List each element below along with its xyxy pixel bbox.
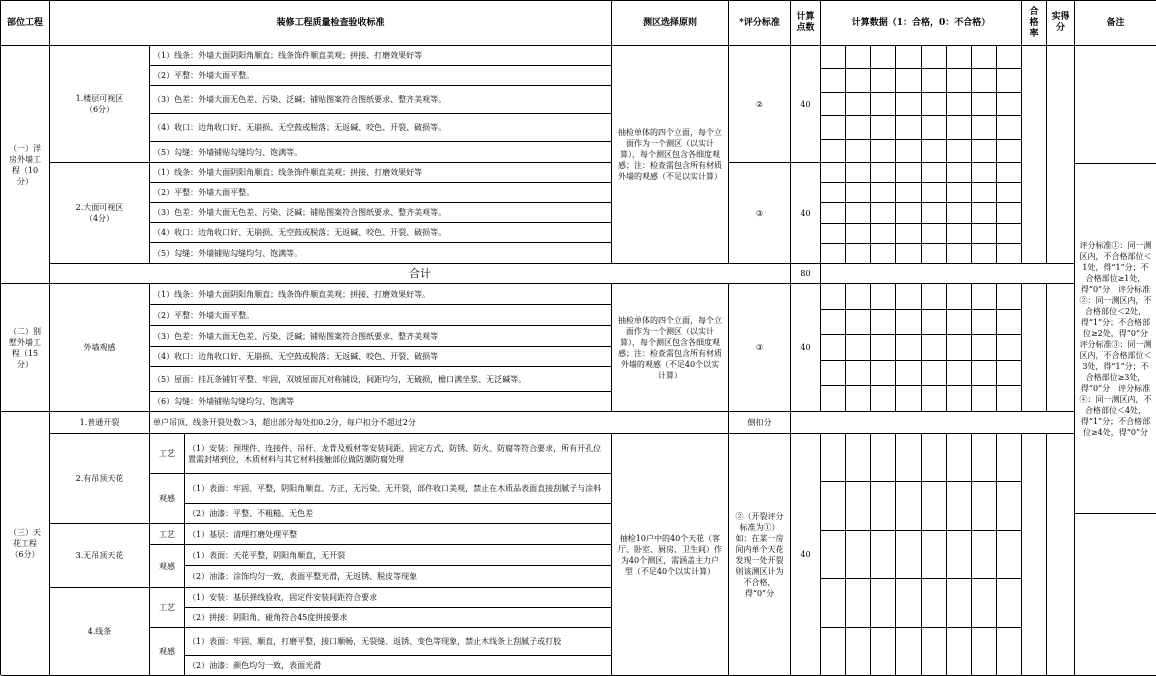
grid-vline [946,163,947,264]
grid-vline [845,46,846,163]
grid-vline [921,46,922,163]
grid-hline [821,578,1022,579]
header-score-std: *评分标准 [729,1,791,46]
s1-g1-score: ② [729,46,791,163]
grid-vline [895,46,896,163]
grid-vline [971,434,972,676]
grid-vline [895,284,896,412]
remark-text: 评分标准①：同一测区内，不合格部位＜1处，得“1”分；不合格部位≥1处，得“0”分 评分标准②：同一测区内，不合格部位＜2处，得“1”分；不合格部位≥2处，得“0”分 评分标准③：同一测区内，不合格部位＜3处，得“1”分；不合格部位≥3处，得“0”分 评分标准④：同一测区内，不合格部位＜4处，得“1”分；不合格部位≥4处，得“0”分 [1075,164,1156,514]
s1-g1-name: 1.楼层可视区（6分） [50,46,150,163]
s2-name: 外墙观感 [50,284,150,412]
grid-vline [870,163,871,264]
grid-hline [821,309,1022,310]
s3-g2-craft: 工艺 [150,434,185,474]
header-calc-data: 计算数据（1：合格，0：不合格） [821,1,1022,46]
grid-vline [1021,434,1022,676]
s3-crack-score: 倒扣分 [729,412,791,434]
grid-vline [921,284,922,412]
grid-vline [996,46,997,163]
s1-g2-item: （5）勾缝：外墙铺贴勾缝均匀、饱满等。 [150,243,612,264]
calc-grid-s3 [821,434,1022,676]
remark-top-blank [1075,46,1156,164]
s1-actual [1047,46,1075,264]
s3-score: ②（开裂评分标准为①）如：在某一房间内单个天花发现一处开裂则该测区计为不合格，得“0”分 [729,434,791,676]
s3-crack-blank [791,412,1075,434]
s2-item: （2）平整：外墙大面平整。 [150,305,612,326]
grid-hline [821,360,1022,361]
header-actual: 实得分 [1047,1,1075,46]
grid-hline [821,411,1022,412]
grid-vline [971,163,972,264]
s1-g1-item: （5）勾缝：外墙铺贴勾缝均匀、饱满等。 [150,142,612,163]
s3-crack-name: 1.普通开裂 [50,412,150,434]
s1-g1-item: （2）平整：外墙大面平整。 [150,66,612,86]
s3-g2-name: 2.有吊顶天花 [50,434,150,524]
calc-grid-s1-g2 [821,163,1022,264]
s2-item: （5）屋面：挂瓦条铺钉平整、牢固，双坡屋面瓦对称铺设，间距均匀，无破损，檐口满坐浆、无泛碱等。 [150,367,612,392]
s3-g3-look-item: （2）油漆：涂饰均匀一致，表面平整光滑，无返锈、脱皮等现象 [185,566,612,588]
grid-vline [946,434,947,676]
grid-vline [971,46,972,163]
grid-vline [895,163,896,264]
header-pass-rate: 合格率 [1022,1,1047,46]
s3-crack-text: 单户吊顶、线条开裂处数＞3，超出部分每处扣0.2分，每户扣分不超过2分 [150,412,729,434]
s3-g2-look: 观感 [150,474,185,524]
s2-actual [1047,284,1075,412]
calc-grid-s1-g1 [821,46,1022,163]
s1-g2-item: （4）收口：边角收口好、无崩损、无空鼓或脱落；无返碱、咬色、开裂、破损等。 [150,223,612,243]
s2-item: （4）收口：边角收口好、无崩损、无空鼓或脱落；无返碱、咬色、开裂、破损等 [150,347,612,367]
s1-g1-points: 40 [791,46,821,163]
s3-g2-look-item: （2）油漆：平整、不粗糙、无色差 [185,504,612,524]
s1-principle: 抽检单体的四个立面，每个立面作为一个测区（以实计算），每个测区包含各细度观感；注：检查需包含所有材质外墙的观感（不足以实计算） [612,46,729,264]
grid-vline [1021,284,1022,412]
grid-vline [870,284,871,412]
grid-hline [821,68,1022,69]
grid-vline [946,284,947,412]
s2-part: （二）别墅外墙工程（15分） [1,284,50,412]
grid-vline [996,434,997,676]
grid-hline [821,530,1022,531]
s3-g4-look-item: （1）表面：牢固、顺直，打磨平整，接口顺畅，无裂缝、返锈、变色等现象，禁止木线条上刮腻子或打胶 [185,628,612,656]
s1-g2-item: （2）平整：外墙大面平整。 [150,183,612,203]
s3-principle: 抽检10户中的40个天花（客厅、卧室、厨房、卫生间）作为40个测区，需涵盖主力户型（不足40个以实计算） [612,434,729,676]
grid-hline [821,385,1022,386]
grid-vline [870,434,871,676]
grid-hline [821,481,1022,482]
s2-item: （3）色差：外墙大面无色差、污染、泛碱；铺贴图案符合图纸要求、整齐美观等 [150,326,612,347]
s1-total-blank [821,264,1075,284]
grid-hline [821,627,1022,628]
s2-principle: 抽检单体的四个立面，每个立面作为一个测区（以实计算），每个测区包含各细度观感；注：检查需包含所有材质外墙的观感（不足40个以实计算） [612,284,729,412]
s3-g4-craft: 工艺 [150,588,185,628]
s3-g4-look: 观感 [150,628,185,676]
grid-vline [870,46,871,163]
s3-actual [1047,434,1075,676]
header-part: 部位工程 [1,1,50,46]
s3-g3-craft: 工艺 [150,524,185,545]
header-remark: 备注 [1075,1,1156,46]
s1-g2-score: ③ [729,163,791,264]
grid-vline [845,434,846,676]
s1-total-label: 合计 [50,264,791,284]
s2-pass-rate [1022,284,1047,412]
grid-vline [996,163,997,264]
s3-g4-look-item: （2）油漆：颜色均匀一致，表面光滑 [185,656,612,676]
s1-pass-rate [1022,46,1047,264]
s1-g1-item: （4）收口：边角收口好、无崩损、无空鼓或脱落；无返碱、咬色、开裂、破损等。 [150,114,612,142]
s1-g2-item: （1）线条：外墙大面阴阳角顺直；线条饰件顺直美观；拼接、打磨效果好等 [150,163,612,183]
s1-total-points: 80 [791,264,821,284]
s3-g3-craft-text: （1）基层：清理打磨处理平整 [185,524,612,545]
s3-g3-look-item: （1）表面：天花平整，阴阳角顺直，无开裂 [185,545,612,566]
s3-g2-craft-text: （1）安装：预埋件、连接件、吊杆、龙骨及板材等安装间距、固定方式，防锈、防火、防腐等符合要求，所有开孔位置需封堵到位，木质材料与其它材料接触部位做防潮防腐处理 [185,434,612,474]
grid-hline [821,182,1022,183]
grid-vline [845,284,846,412]
s2-score: ③ [729,284,791,412]
s1-g1-item: （3）色差：外墙大面无色差、污染、泛碱；铺贴图案符合图纸要求、整齐美观等。 [150,86,612,114]
grid-hline [821,334,1022,335]
grid-vline [1021,46,1022,163]
s1-g2-item: （3）色差：外墙大面无色差、污染、泛碱；铺贴图案符合图纸要求、整齐美观等。 [150,203,612,223]
grid-vline [996,284,997,412]
grid-vline [895,434,896,676]
grid-hline [821,115,1022,116]
s2-item: （6）勾缝：外墙铺贴勾缝均匀、饱满等 [150,392,612,412]
grid-hline [821,263,1022,264]
grid-hline [821,202,1022,203]
header-standard: 装修工程质量检查验收标准 [50,1,612,46]
grid-hline [821,139,1022,140]
header-principle: 测区选择原则 [612,1,729,46]
grid-vline [946,46,947,163]
header-calc-points: 计算点数 [791,1,821,46]
grid-hline [821,243,1022,244]
grid-vline [921,163,922,264]
s1-g1-item: （1）线条：外墙大面阴阳角顺直；线条饰件顺直美观；拼接、打磨效果好等 [150,46,612,66]
s3-g4-craft-item: （2）拼接：阴阳角、碰角符合45度拼接要求 [185,608,612,628]
calc-grid-s2 [821,284,1022,412]
s3-g2-look-item: （1）表面：牢固、平整，阴阳角顺直、方正，无污染、无开裂，部件收口美观，禁止在木质品表面直接刮腻子与涂料 [185,474,612,504]
s1-g2-points: 40 [791,163,821,264]
grid-vline [971,284,972,412]
s3-g3-name: 3.无吊顶天花 [50,524,150,588]
grid-vline [921,434,922,676]
s1-part: （一）洋房外墙工程（10分） [1,46,50,284]
grid-hline [821,223,1022,224]
s3-points: 40 [791,434,821,676]
s3-g4-name: 4.线条 [50,588,150,676]
grid-vline [845,163,846,264]
s1-g2-name: 2.大面可视区（4分） [50,163,150,264]
remark-bottom-blank [1075,514,1156,676]
grid-vline [1021,163,1022,264]
s3-pass-rate [1022,434,1047,676]
s2-item: （1）线条：外墙大面阴阳角顺直；线条饰件顺直美观；拼接、打磨效果好等。 [150,284,612,305]
s2-points: 40 [791,284,821,412]
s3-part: （三）天花工程（6分） [1,412,50,676]
s3-g3-look: 观感 [150,545,185,588]
grid-hline [821,92,1022,93]
s3-g4-craft-item: （1）安装：基层弹线验收，固定件安装间距符合要求 [185,588,612,608]
